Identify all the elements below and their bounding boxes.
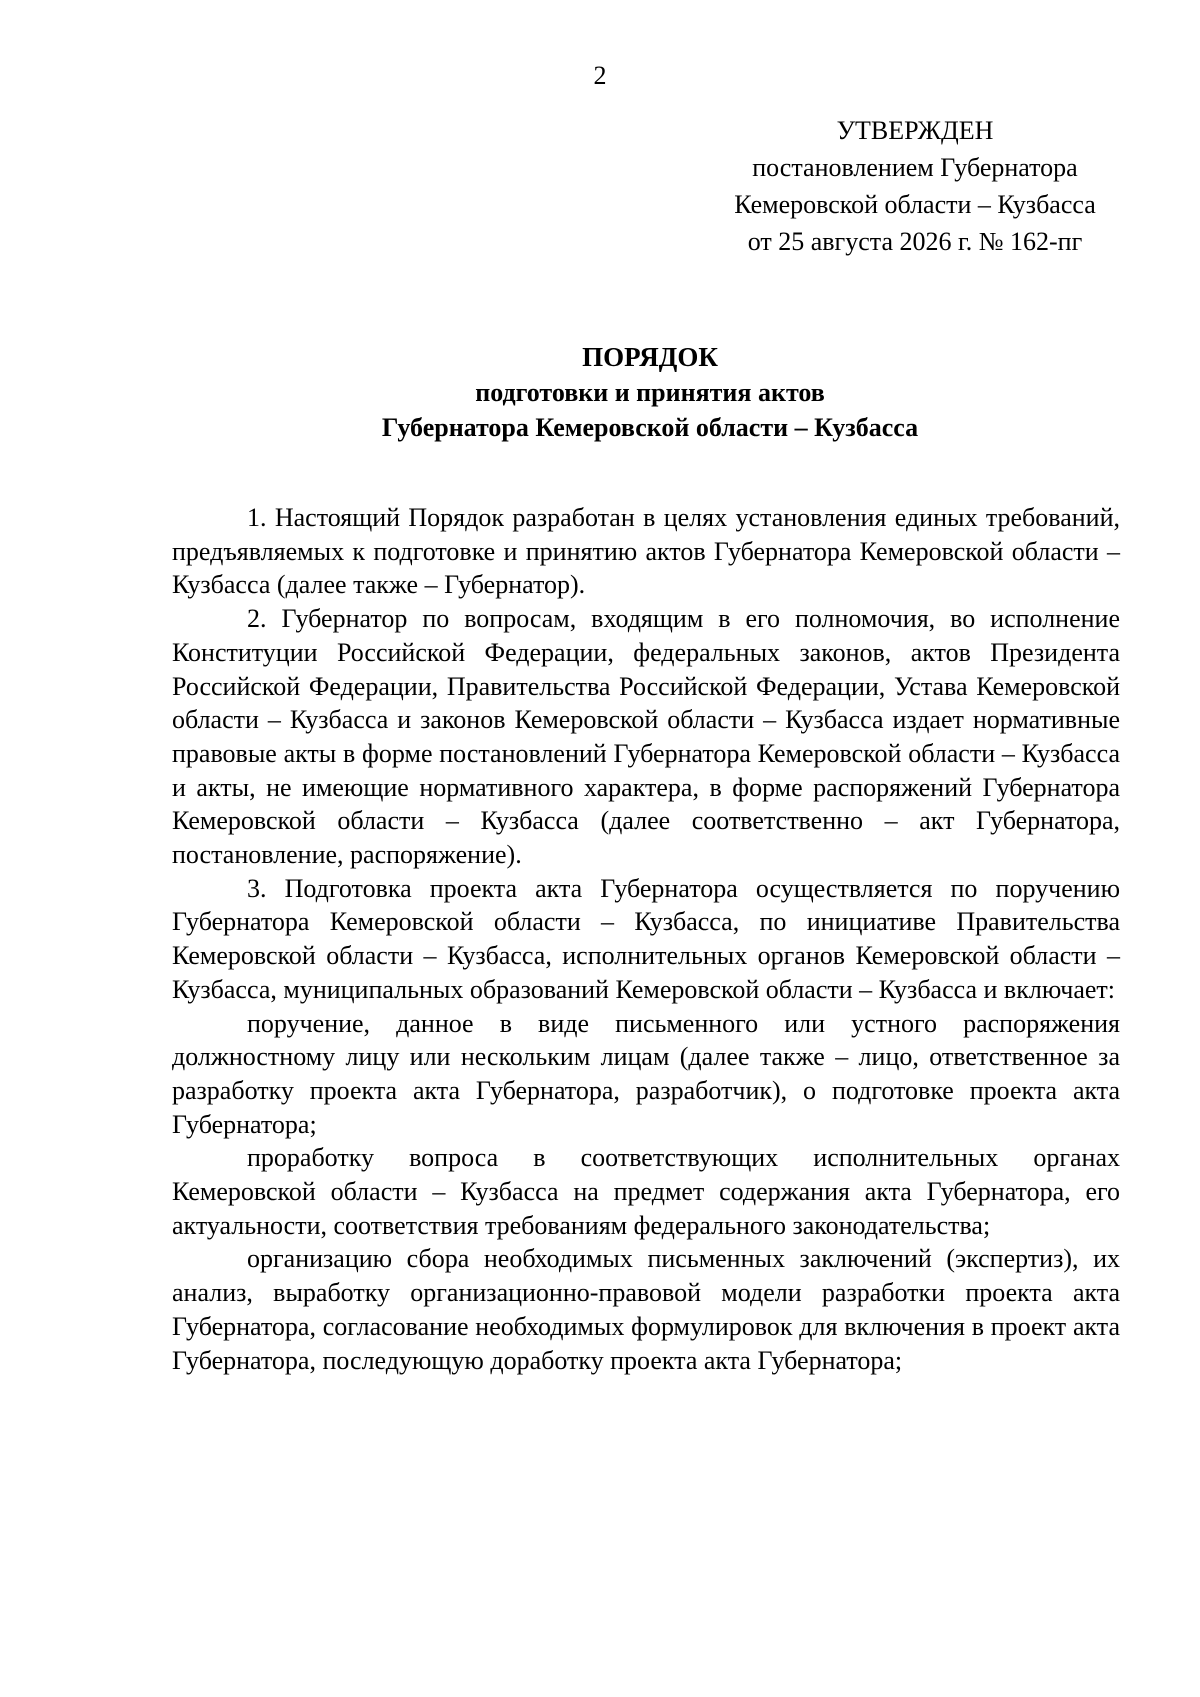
- paragraph: проработку вопроса в соответствующих исполнительных органах Кемеровской области – Кузбасса на предмет содержания акта Губернатора, его актуальности, соответствия требованиям федерального законодательства;: [172, 1143, 1120, 1240]
- paragraph: 2. Губернатор по вопросам, входящим в его полномочия, во исполнение Конституции Российской Федерации, федеральных законов, актов Президента Российской Федерации, Правительства Российской Федерации, Устава Кемеровской области – Кузбасса и законов Кемеровской области – Кузбасса издает нормативные правовые акты в форме постановлений Губернатора Кемеровской области – Кузбасса и акты, не имеющие нормативного характера, в форме распоряжений Губернатора Кемеровской области – Кузбасса (далее соответственно – акт Губернатора, постановление, распоряжение).: [172, 604, 1120, 870]
- title-subtitle: Губернатора Кемеровской области – Кузбасса: [381, 413, 919, 442]
- document-body: [172, 501, 1120, 1377]
- approval-stamp: [700, 112, 1130, 260]
- approval-line: постановлением Губернатора: [752, 153, 1078, 182]
- paragraph: 3. Подготовка проекта акта Губернатора осуществляется по поручению Губернатора Кемеровской области – Кузбасса, по инициативе Правительства Кемеровской области – Кузбасса, исполнительных органов Кемеровской области – Кузбасса, муниципальных образований Кемеровской области – Кузбасса и включает:: [172, 873, 1120, 1004]
- title-subtitle: подготовки и принятия актов: [475, 378, 825, 407]
- approval-line: Кемеровской области – Кузбасса: [734, 190, 1096, 219]
- document-title: [150, 340, 1150, 445]
- approval-date-number: от 25 августа 2026 г. № 162-пг: [747, 227, 1083, 256]
- paragraph: поручение, данное в виде письменного или устного распоряжения должностному лицу или нескольким лицам (далее также – лицо, ответственное за разработку проекта акта Губернатора, разработчик), о подготовке проекта акта Губернатора;: [172, 1008, 1120, 1139]
- page-number: 2: [593, 61, 607, 90]
- title-main: ПОРЯДОК: [582, 342, 718, 372]
- paragraph: 1. Настоящий Порядок разработан в целях установления единых требований, предъявляемых к подготовке и принятию актов Губернатора Кемеровской области – Кузбасса (далее также – Губернатор).: [172, 503, 1120, 600]
- approval-heading: УТВЕРЖДЕН: [836, 116, 994, 145]
- paragraph: организацию сбора необходимых письменных заключений (экспертиз), их анализ, выработку организационно-правовой модели разработки проекта акта Губернатора, согласование необходимых формулировок для включения в проект акта Губернатора, последующую доработку проекта акта Губернатора;: [172, 1244, 1120, 1375]
